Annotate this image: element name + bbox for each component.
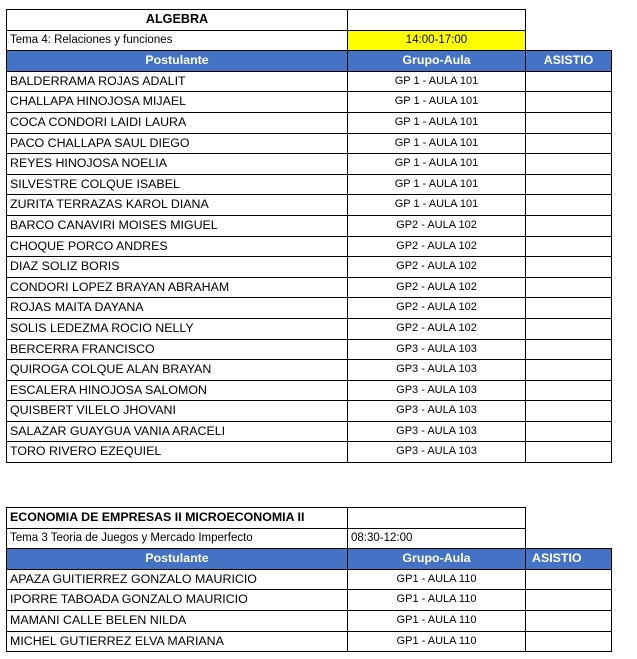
schedule-time[interactable]: 14:00-17:00 bbox=[348, 30, 526, 51]
table-row bbox=[7, 631, 612, 652]
postulante-cell[interactable]: IPORRE TABOADA GONZALO MAURICIO bbox=[7, 590, 348, 611]
asistio-cell[interactable] bbox=[526, 590, 612, 611]
course-title[interactable]: ECONOMIA DE EMPRESAS II MICROECONOMIA II bbox=[7, 508, 348, 529]
asistio-cell[interactable] bbox=[526, 360, 612, 381]
postulante-cell[interactable]: BARCO CANAVIRI MOISES MIGUEL bbox=[7, 215, 348, 236]
header-asistio[interactable]: ASISTIO bbox=[526, 51, 612, 72]
table-row bbox=[7, 277, 612, 298]
asistio-cell[interactable] bbox=[526, 112, 612, 133]
postulante-cell[interactable]: SILVESTRE COLQUE ISABEL bbox=[7, 174, 348, 195]
empty-cell[interactable] bbox=[348, 10, 526, 31]
grupo-aula-cell[interactable]: GP2 - AULA 102 bbox=[348, 236, 526, 257]
table-row bbox=[7, 380, 612, 401]
table-row bbox=[7, 360, 612, 381]
asistio-cell[interactable] bbox=[526, 298, 612, 319]
postulante-cell[interactable]: REYES HINOJOSA NOELIA bbox=[7, 154, 348, 175]
asistio-cell[interactable] bbox=[526, 236, 612, 257]
grupo-aula-cell[interactable]: GP 1 - AULA 101 bbox=[348, 195, 526, 216]
table-row bbox=[7, 339, 612, 360]
postulante-cell[interactable]: QUISBERT VILELO JHOVANI bbox=[7, 401, 348, 422]
grupo-aula-cell[interactable]: GP1 - AULA 110 bbox=[348, 590, 526, 611]
asistio-cell[interactable] bbox=[526, 215, 612, 236]
asistio-cell[interactable] bbox=[526, 421, 612, 442]
postulante-cell[interactable]: TORO RIVERO EZEQUIEL bbox=[7, 442, 348, 463]
table-row bbox=[7, 112, 612, 133]
grupo-aula-cell[interactable]: GP2 - AULA 102 bbox=[348, 257, 526, 278]
grupo-aula-cell[interactable]: GP2 - AULA 102 bbox=[348, 298, 526, 319]
postulante-cell[interactable]: BALDERRAMA ROJAS ADALIT bbox=[7, 71, 348, 92]
grupo-aula-cell[interactable]: GP3 - AULA 103 bbox=[348, 401, 526, 422]
asistio-cell[interactable] bbox=[526, 154, 612, 175]
grupo-aula-cell[interactable]: GP2 - AULA 102 bbox=[348, 277, 526, 298]
grupo-aula-cell[interactable]: GP 1 - AULA 101 bbox=[348, 133, 526, 154]
grupo-aula-cell[interactable]: GP3 - AULA 103 bbox=[348, 339, 526, 360]
postulante-cell[interactable]: ROJAS MAITA DAYANA bbox=[7, 298, 348, 319]
title-row bbox=[7, 508, 612, 529]
postulante-cell[interactable]: COCA CONDORI LAIDI LAURA bbox=[7, 112, 348, 133]
postulante-cell[interactable]: SOLIS LEDEZMA ROCIO NELLY bbox=[7, 318, 348, 339]
table-row bbox=[7, 154, 612, 175]
postulante-cell[interactable]: CONDORI LOPEZ BRAYAN ABRAHAM bbox=[7, 277, 348, 298]
table-row bbox=[7, 298, 612, 319]
table-row bbox=[7, 133, 612, 154]
grupo-aula-cell[interactable]: GP2 - AULA 102 bbox=[348, 215, 526, 236]
algebra-attendance-table bbox=[6, 9, 612, 463]
header-row bbox=[7, 51, 612, 72]
table-row bbox=[7, 401, 612, 422]
asistio-cell[interactable] bbox=[526, 401, 612, 422]
grupo-aula-cell[interactable]: GP 1 - AULA 101 bbox=[348, 174, 526, 195]
table-row bbox=[7, 318, 612, 339]
table-row bbox=[7, 174, 612, 195]
title-row bbox=[7, 10, 612, 31]
table-row bbox=[7, 442, 612, 463]
subtitle-row bbox=[7, 30, 612, 51]
table-row bbox=[7, 610, 612, 631]
table-row bbox=[7, 421, 612, 442]
postulante-cell[interactable]: DIAZ SOLIZ BORIS bbox=[7, 257, 348, 278]
postulante-cell[interactable]: CHALLAPA HINOJOSA MIJAEL bbox=[7, 92, 348, 113]
postulante-cell[interactable]: SALAZAR GUAYGUA VANIA ARACELI bbox=[7, 421, 348, 442]
grupo-aula-cell[interactable]: GP1 - AULA 110 bbox=[348, 631, 526, 652]
topic-cell[interactable]: Tema 4: Relaciones y funciones bbox=[7, 30, 348, 51]
postulante-cell[interactable]: APAZA GUITIERREZ GONZALO MAURICIO bbox=[7, 569, 348, 590]
asistio-cell[interactable] bbox=[526, 195, 612, 216]
schedule-time[interactable]: 08:30-12:00 bbox=[348, 528, 526, 549]
grupo-aula-cell[interactable]: GP1 - AULA 110 bbox=[348, 569, 526, 590]
asistio-cell[interactable] bbox=[526, 92, 612, 113]
asistio-cell[interactable] bbox=[526, 339, 612, 360]
table-row bbox=[7, 569, 612, 590]
header-postulante[interactable]: Postulante bbox=[7, 51, 348, 72]
postulante-cell[interactable]: MICHEL GUTIERREZ ELVA MARIANA bbox=[7, 631, 348, 652]
postulante-cell[interactable]: PACO CHALLAPA SAUL DIEGO bbox=[7, 133, 348, 154]
header-postulante[interactable]: Postulante bbox=[7, 549, 348, 570]
grupo-aula-cell[interactable]: GP3 - AULA 103 bbox=[348, 442, 526, 463]
grupo-aula-cell[interactable]: GP3 - AULA 103 bbox=[348, 360, 526, 381]
table-row bbox=[7, 257, 612, 278]
course-title[interactable]: ALGEBRA bbox=[7, 10, 348, 31]
economia-attendance-table bbox=[6, 507, 612, 652]
table-row bbox=[7, 236, 612, 257]
asistio-cell[interactable] bbox=[526, 610, 612, 631]
postulante-cell[interactable]: CHOQUE PORCO ANDRES bbox=[7, 236, 348, 257]
header-row bbox=[7, 549, 612, 570]
asistio-cell[interactable] bbox=[526, 277, 612, 298]
postulante-cell[interactable]: QUIROGA COLQUE ALAN BRAYAN bbox=[7, 360, 348, 381]
topic-cell[interactable]: Tema 3 Teoria de Juegos y Mercado Imperfecto bbox=[7, 528, 348, 549]
table-row bbox=[7, 590, 612, 611]
grupo-aula-cell[interactable]: GP 1 - AULA 101 bbox=[348, 154, 526, 175]
table-row bbox=[7, 71, 612, 92]
asistio-cell[interactable] bbox=[526, 380, 612, 401]
grupo-aula-cell[interactable]: GP3 - AULA 103 bbox=[348, 421, 526, 442]
asistio-cell[interactable] bbox=[526, 174, 612, 195]
asistio-cell[interactable] bbox=[526, 569, 612, 590]
grupo-aula-cell[interactable]: GP1 - AULA 110 bbox=[348, 610, 526, 631]
postulante-cell[interactable]: ZURITA TERRAZAS KAROL DIANA bbox=[7, 195, 348, 216]
subtitle-row bbox=[7, 528, 612, 549]
postulante-cell[interactable]: MAMANI CALLE BELEN NILDA bbox=[7, 610, 348, 631]
asistio-cell[interactable] bbox=[526, 631, 612, 652]
grupo-aula-cell[interactable]: GP 1 - AULA 101 bbox=[348, 112, 526, 133]
header-asistio[interactable]: ASISTIO bbox=[526, 549, 612, 570]
grupo-aula-cell[interactable]: GP 1 - AULA 101 bbox=[348, 71, 526, 92]
asistio-cell[interactable] bbox=[526, 133, 612, 154]
postulante-cell[interactable]: BERCERRA FRANCISCO bbox=[7, 339, 348, 360]
grupo-aula-cell[interactable]: GP 1 - AULA 101 bbox=[348, 92, 526, 113]
asistio-cell[interactable] bbox=[526, 71, 612, 92]
table-row bbox=[7, 215, 612, 236]
empty-cell[interactable] bbox=[348, 508, 526, 529]
table-row bbox=[7, 195, 612, 216]
grupo-aula-cell[interactable]: GP3 - AULA 103 bbox=[348, 380, 526, 401]
header-grupo-aula[interactable]: Grupo-Aula bbox=[348, 51, 526, 72]
asistio-cell[interactable] bbox=[526, 257, 612, 278]
asistio-cell[interactable] bbox=[526, 318, 612, 339]
asistio-cell[interactable] bbox=[526, 442, 612, 463]
table-row bbox=[7, 92, 612, 113]
postulante-cell[interactable]: ESCALERA HINOJOSA SALOMON bbox=[7, 380, 348, 401]
grupo-aula-cell[interactable]: GP2 - AULA 102 bbox=[348, 318, 526, 339]
header-grupo-aula[interactable]: Grupo-Aula bbox=[348, 549, 526, 570]
